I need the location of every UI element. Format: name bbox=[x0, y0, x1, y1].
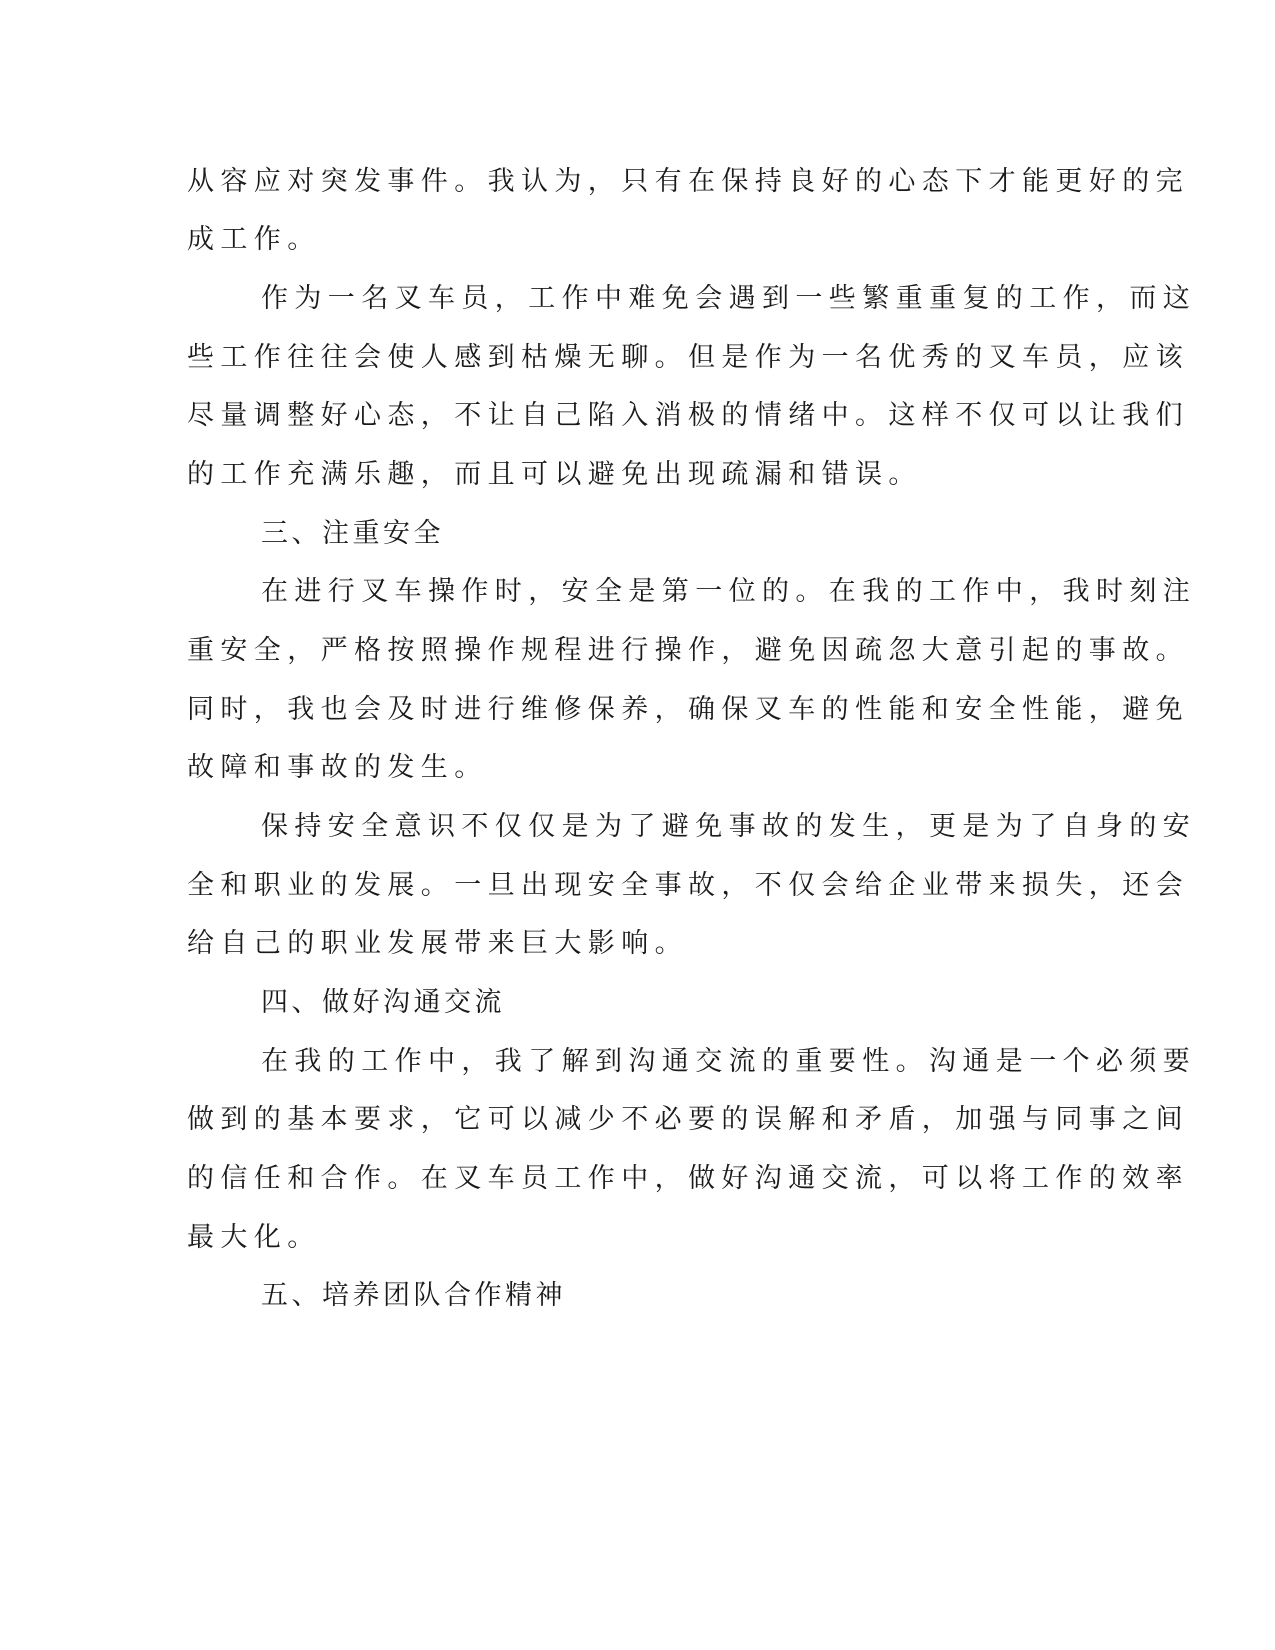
text-line: 的信任和合作。在叉车员工作中，做好沟通交流，可以将工作的效率 bbox=[187, 1163, 1189, 1194]
section-heading-communication: 四、做好沟通交流 bbox=[261, 987, 505, 1018]
text-line: 些工作往往会使人感到枯燥无聊。但是作为一名优秀的叉车员，应该 bbox=[187, 342, 1189, 373]
paragraph-first-line: 作为一名叉车员，工作中难免会遇到一些繁重重复的工作，而这 bbox=[261, 283, 1197, 314]
text-line: 故障和事故的发生。 bbox=[187, 752, 488, 783]
section-heading-teamwork: 五、培养团队合作精神 bbox=[261, 1280, 566, 1311]
text-line: 做到的基本要求，它可以减少不必要的误解和矛盾，加强与同事之间 bbox=[187, 1104, 1189, 1135]
paragraph-first-line: 保持安全意识不仅仅是为了避免事故的发生，更是为了自身的安 bbox=[261, 811, 1197, 842]
text-line: 尽量调整好心态，不让自己陷入消极的情绪中。这样不仅可以让我们 bbox=[187, 400, 1189, 431]
text-line: 从容应对突发事件。我认为，只有在保持良好的心态下才能更好的完 bbox=[187, 166, 1189, 197]
text-line: 全和职业的发展。一旦出现安全事故，不仅会给企业带来损失，还会 bbox=[187, 870, 1189, 901]
text-line: 成工作。 bbox=[187, 224, 321, 255]
paragraph-first-line: 在进行叉车操作时，安全是第一位的。在我的工作中，我时刻注 bbox=[261, 576, 1197, 607]
text-line: 最大化。 bbox=[187, 1222, 321, 1253]
text-line: 的工作充满乐趣，而且可以避免出现疏漏和错误。 bbox=[187, 459, 922, 490]
text-line: 重安全，严格按照操作规程进行操作，避免因疏忽大意引起的事故。 bbox=[187, 635, 1189, 666]
section-heading-safety: 三、注重安全 bbox=[261, 518, 444, 549]
paragraph-first-line: 在我的工作中，我了解到沟通交流的重要性。沟通是一个必须要 bbox=[261, 1046, 1197, 1077]
text-line: 同时，我也会及时进行维修保养，确保叉车的性能和安全性能，避免 bbox=[187, 694, 1189, 725]
text-line: 给自己的职业发展带来巨大影响。 bbox=[187, 928, 688, 959]
